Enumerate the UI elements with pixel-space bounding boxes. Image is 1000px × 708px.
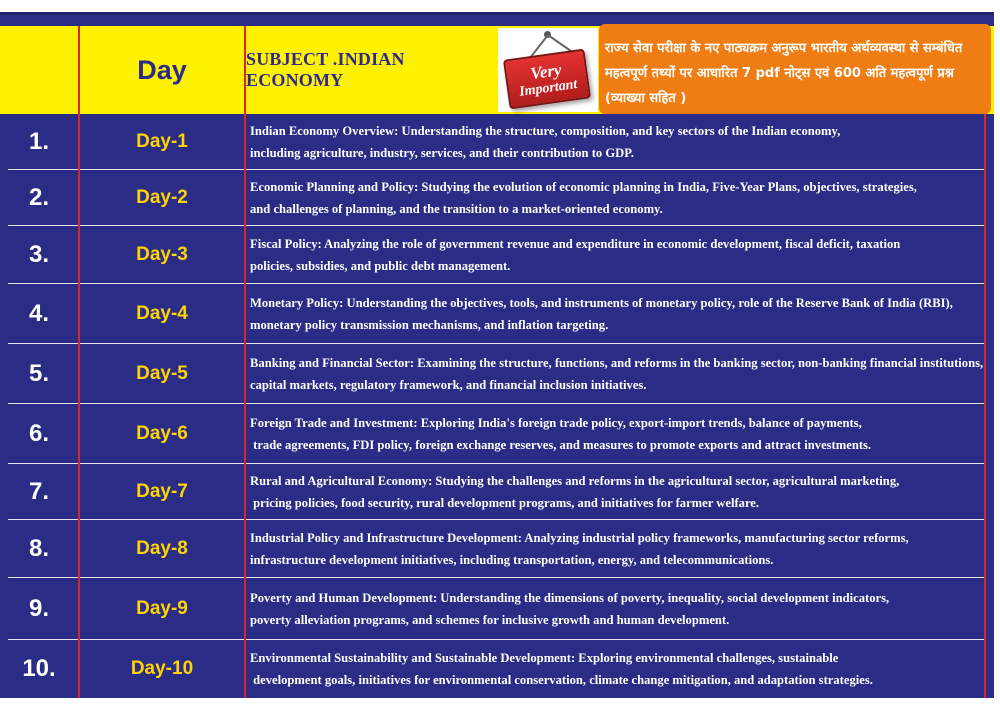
row-number: 7.	[28, 478, 49, 505]
row-description: Foreign Trade and Investment: Exploring India's foreign trade policy, export-import trends, balance of payments, trade agreements, FDI policy, foreign exchange reserves, and measures to promote exports and attract investments.	[250, 416, 872, 452]
row-description: Rural and Agricultural Economy: Studying the challenges and reforms in the agricultural sector, agricultural marketing, pricing policies, food security, rural development programs, and initiatives for farmer welfare.	[250, 474, 900, 510]
row-number: 5.	[28, 360, 49, 387]
row-day: Day-7	[136, 481, 188, 502]
column-divider	[78, 26, 80, 698]
row-day: Day-1	[136, 131, 188, 152]
row-number: 4.	[28, 300, 49, 327]
hindi-promo-banner: राज्य सेवा परीक्षा के नए पाठ्यक्रम अनुरूप भारतीय अर्थव्यवस्था से सम्बंधित महत्वपूर्ण तथ्यों पर आधारित 7 pdf नोट्स एवं 600 अति महत्वपूर्ण प्रश्न (व्याख्या सहित )	[599, 24, 991, 114]
row-number: 2.	[28, 184, 49, 211]
row-day: Day-9	[136, 598, 188, 619]
row-day: Day-3	[136, 244, 188, 265]
row-description: Fiscal Policy: Analyzing the role of government revenue and expenditure in economic development, fiscal deficit, taxation policies, subsidies, and public debt management.	[250, 237, 901, 273]
row-description: Environmental Sustainability and Sustainable Development: Exploring environmental challenges, sustainable development goals, initiatives for environmental conservation, climate change mitigation, and adaptation strategies.	[250, 651, 873, 687]
row-description: Industrial Policy and Infrastructure Development: Analyzing industrial policy frameworks, manufacturing sector reforms, infrastructure development initiatives, including transportation, energy, and telecommunications.	[250, 531, 909, 567]
row-number: 10.	[22, 655, 56, 682]
row-day: Day-5	[136, 363, 188, 384]
row-description: Indian Economy Overview: Understanding the structure, composition, and key sectors of the Indian economy, including agriculture, industry, services, and their contribution to GDP.	[250, 124, 841, 160]
column-divider	[244, 26, 246, 698]
row-day: Day-10	[130, 658, 194, 679]
row-description: Poverty and Human Development: Understanding the dimensions of poverty, inequality, social development indicators, poverty alleviation programs, and schemes for inclusive growth and human development.	[250, 591, 890, 627]
header-subject-label: SUBJECT .INDIAN ECONOMY	[246, 49, 405, 90]
very-important-sign	[498, 28, 598, 112]
row-number: 8.	[28, 535, 49, 562]
sign-board	[503, 49, 591, 110]
column-divider	[984, 114, 986, 698]
row-description: Banking and Financial Sector: Examining the structure, functions, and reforms in the banking sector, non-banking financial institutions, capital markets, regulatory framework, and financial inclusion initiatives.	[250, 356, 984, 392]
row-number: 3.	[28, 241, 49, 268]
row-number: 9.	[28, 595, 49, 622]
sign-line-1: Very	[529, 59, 563, 83]
row-number: 6.	[28, 420, 49, 447]
row-number: 1.	[28, 128, 49, 155]
row-description: Economic Planning and Policy: Studying the evolution of economic planning in India, Five-Year Plans, objectives, strategies, and challenges of planning, and the transition to a market-oriented economy.	[250, 180, 917, 216]
row-day: Day-6	[136, 423, 188, 444]
header-day-label: Day	[137, 54, 187, 85]
row-description: Monetary Policy: Understanding the objectives, tools, and instruments of monetary policy, role of the Reserve Bank of India (RBI), monetary policy transmission mechanisms, and inflation targeting.	[250, 296, 953, 332]
row-day: Day-4	[136, 303, 188, 324]
row-day: Day-8	[136, 538, 188, 559]
row-day: Day-2	[136, 187, 188, 208]
sign-line-2: Important	[518, 76, 579, 100]
